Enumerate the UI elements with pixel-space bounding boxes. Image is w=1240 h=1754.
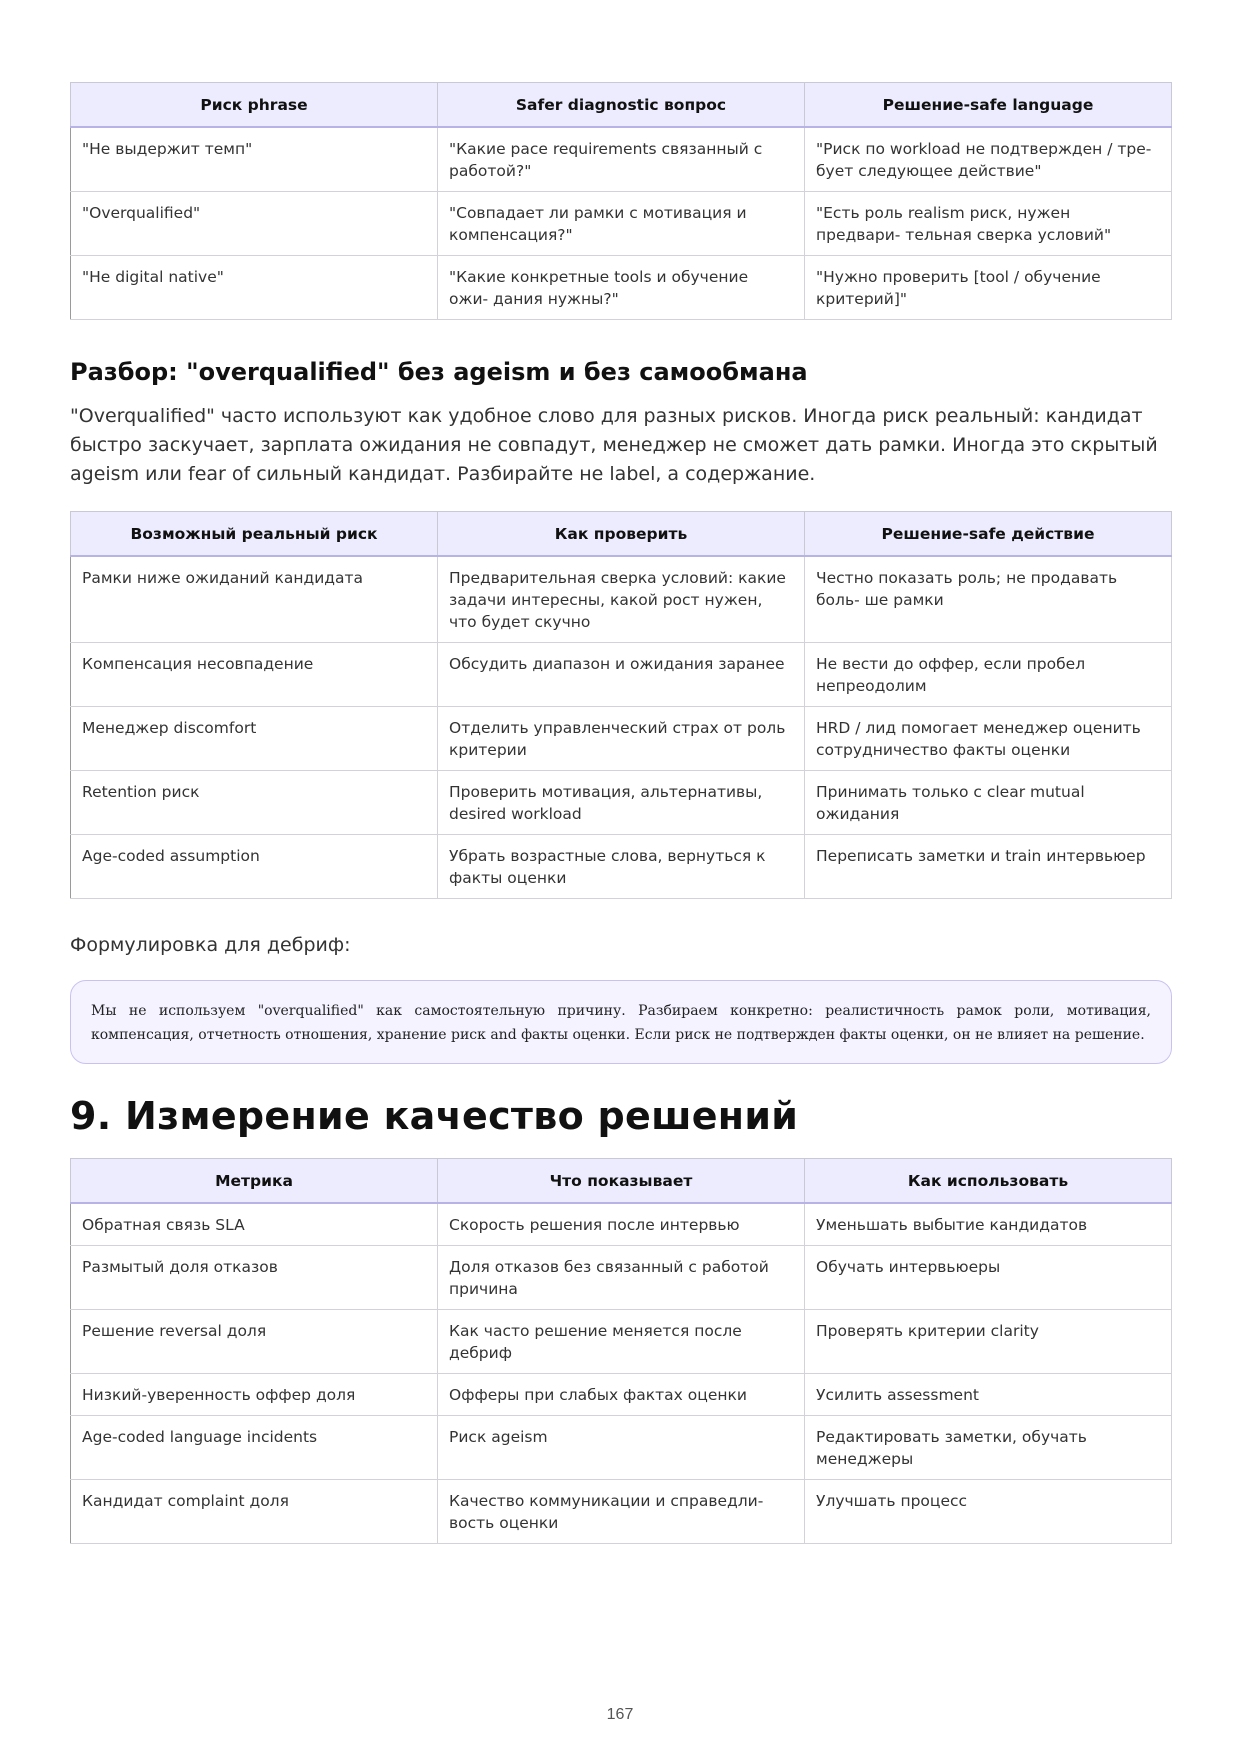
table-cell: Проверить мотивация, альтернативы, desired workload xyxy=(438,771,805,835)
table-cell: Обратная связь SLA xyxy=(71,1203,438,1246)
table-row xyxy=(71,1246,1172,1310)
table-cell: Компенсация несовпадение xyxy=(71,643,438,707)
metrics-table xyxy=(70,1158,1172,1544)
table-cell: "Риск по workload не подтвержден / тре- бует следующее действие" xyxy=(805,127,1172,192)
table-cell: Уменьшать выбытие кандидатов xyxy=(805,1203,1172,1246)
table-cell: Качество коммуникации и справедли- вость оценки xyxy=(438,1480,805,1544)
section-paragraph: "Overqualified" часто используют как удобное слово для разных рисков. Иногда риск реальный: кандидат быстро заскучает, зарплата ожидания не совпадут, менеджер не сможет дать рамки. Иногда это скрытый ageism или fear of сильный кандидат. Разбирайте не label, а содержание. xyxy=(70,405,1158,485)
table-cell: Age-coded assumption xyxy=(71,835,438,899)
table-row xyxy=(71,556,1172,643)
table-row xyxy=(71,771,1172,835)
debrief-quote-text: Мы не используем "overqualified" как самостоятельную причину. Разбираем конкретно: реалистичность рамок роли, мотивация, компенсация, отчетность отношения, хранение риск and факты оценки. Если риск не подтвержден факты оценки, он не влияет на решение. xyxy=(91,1003,1151,1043)
table-cell: "Есть роль realism риск, нужен предвари- тельная сверка условий" xyxy=(805,192,1172,256)
table-row xyxy=(71,1310,1172,1374)
table-row xyxy=(71,127,1172,192)
table-header-row xyxy=(71,83,1172,128)
table-cell: Офферы при слабых фактах оценки xyxy=(438,1374,805,1416)
table-header-cell: Метрика xyxy=(71,1159,438,1204)
table-row xyxy=(71,835,1172,899)
table-header-cell: Как проверить xyxy=(438,512,805,557)
section-heading: Разбор: "overqualified" без ageism и без самообмана xyxy=(70,358,808,386)
table-row xyxy=(71,1203,1172,1246)
table-cell: "Не digital native" xyxy=(71,256,438,320)
table-header-cell: Решение-safe language xyxy=(805,83,1172,128)
real-risk-table xyxy=(70,511,1172,899)
debrief-quote-box xyxy=(70,980,1172,1064)
table-header-cell: Возможный реальный риск xyxy=(71,512,438,557)
table-cell: HRD / лид помогает менеджер оценить сотрудничество факты оценки xyxy=(805,707,1172,771)
table-row xyxy=(71,643,1172,707)
table-header-row xyxy=(71,1159,1172,1204)
table-cell: Риск ageism xyxy=(438,1416,805,1480)
table-cell: "Не выдержит темп" xyxy=(71,127,438,192)
table-cell: Переписать заметки и train интервьюер xyxy=(805,835,1172,899)
table-cell: Обсудить диапазон и ожидания заранее xyxy=(438,643,805,707)
table-cell: Редактировать заметки, обучать менеджеры xyxy=(805,1416,1172,1480)
document-page xyxy=(70,82,1172,1544)
debrief-lead: Формулировка для дебриф: xyxy=(70,934,351,956)
table-cell: Кандидат complaint доля xyxy=(71,1480,438,1544)
table-cell: Предварительная сверка условий: какие задачи интересны, какой рост нужен, что будет скучно xyxy=(438,556,805,643)
table-cell: "Нужно проверить [tool / обучение критерий]" xyxy=(805,256,1172,320)
chapter-title: 9. Измерение качество решений xyxy=(70,1094,799,1138)
table-cell: Отделить управленческий страх от роль критерии xyxy=(438,707,805,771)
table-row xyxy=(71,1480,1172,1544)
table-cell: "Какие pace requirements связанный с работой?" xyxy=(438,127,805,192)
table-cell: Усилить assessment xyxy=(805,1374,1172,1416)
table-row xyxy=(71,707,1172,771)
table-row xyxy=(71,1416,1172,1480)
table-cell: Рамки ниже ожиданий кандидата xyxy=(71,556,438,643)
table-cell: Не вести до оффер, если пробел непреодолим xyxy=(805,643,1172,707)
table-header-row xyxy=(71,512,1172,557)
table-cell: "Overqualified" xyxy=(71,192,438,256)
table-header-cell: Решение-safe действие xyxy=(805,512,1172,557)
table-header-cell: Как использовать xyxy=(805,1159,1172,1204)
table-cell: Скорость решения после интервью xyxy=(438,1203,805,1246)
table-cell: "Какие конкретные tools и обучение ожи- дания нужны?" xyxy=(438,256,805,320)
risk-phrase-table xyxy=(70,82,1172,320)
table-cell: Проверять критерии clarity xyxy=(805,1310,1172,1374)
table-cell: Age-coded language incidents xyxy=(71,1416,438,1480)
page-number: 167 xyxy=(606,1706,634,1723)
table-cell: Убрать возрастные слова, вернуться к факты оценки xyxy=(438,835,805,899)
table-header-cell: Риск phrase xyxy=(71,83,438,128)
table-cell: Как часто решение меняется после дебриф xyxy=(438,1310,805,1374)
table-row xyxy=(71,192,1172,256)
table-row xyxy=(71,1374,1172,1416)
table-header-cell: Safer diagnostic вопрос xyxy=(438,83,805,128)
table-header-cell: Что показывает xyxy=(438,1159,805,1204)
table-cell: Честно показать роль; не продавать боль- ше рамки xyxy=(805,556,1172,643)
table-cell: Принимать только с clear mutual ожидания xyxy=(805,771,1172,835)
table-cell: Retention риск xyxy=(71,771,438,835)
table-cell: Размытый доля отказов xyxy=(71,1246,438,1310)
table-cell: Обучать интервьюеры xyxy=(805,1246,1172,1310)
table-cell: Улучшать процесс xyxy=(805,1480,1172,1544)
table-row xyxy=(71,256,1172,320)
table-cell: Доля отказов без связанный с работой причина xyxy=(438,1246,805,1310)
table-cell: Низкий-уверенность оффер доля xyxy=(71,1374,438,1416)
table-cell: Решение reversal доля xyxy=(71,1310,438,1374)
table-cell: "Совпадает ли рамки с мотивация и компенсация?" xyxy=(438,192,805,256)
table-cell: Менеджер discomfort xyxy=(71,707,438,771)
